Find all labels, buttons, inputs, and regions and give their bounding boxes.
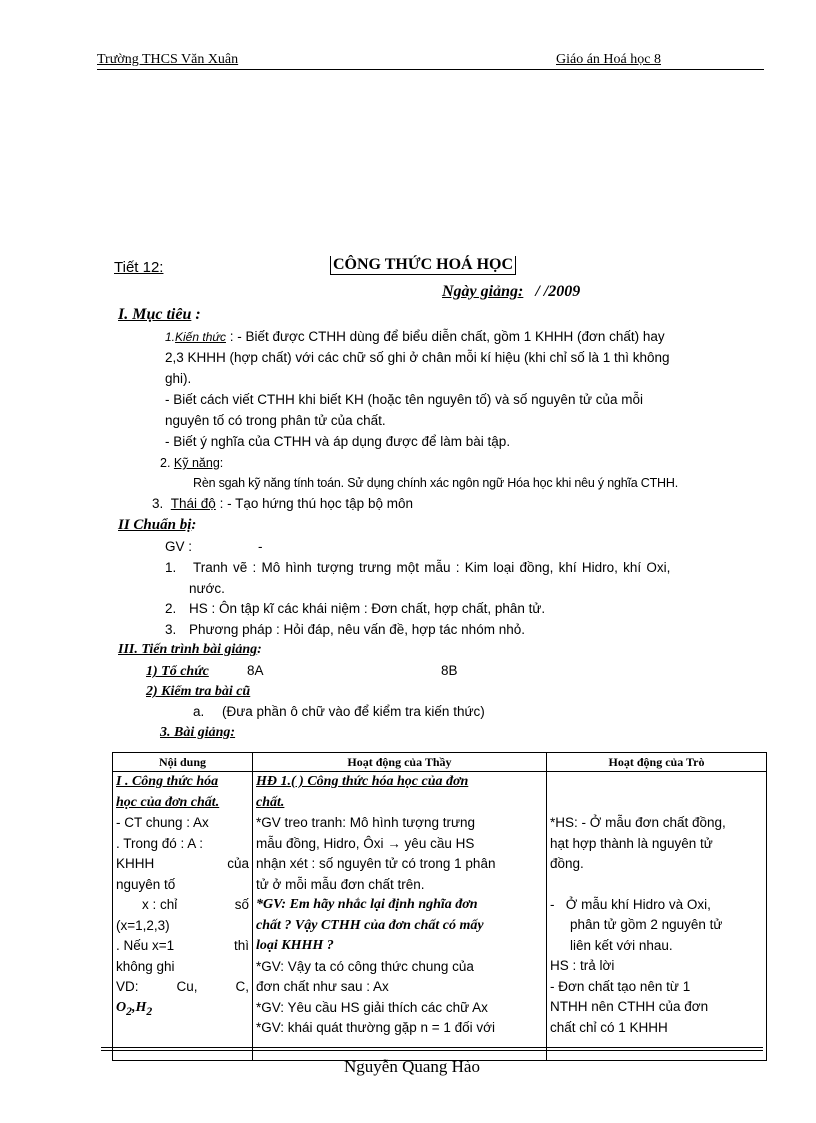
prep-item-3: Phương pháp : Hỏi đáp, nêu vấn đề, hợp tác nhóm nhỏ. [189,622,525,637]
student-line: đồng. [550,856,584,871]
student-line: liên kết với nhau. [570,937,673,953]
table-header-row [113,753,767,772]
knowledge-line-6: - Biết ý nghĩa của CTHH và áp dụng được để làm bài tập. [165,434,511,449]
knowledge-label: Kiến thức [175,330,226,344]
teacher-line: *GV treo tranh: Mô hình tượng trưng [256,815,476,830]
lesson-table [112,752,767,1061]
prep-item-2: HS : Ôn tập kĩ các khái niệm : Đơn chất, hợp chất, phân tử. [189,601,546,616]
date-label: Ngày giảng: [442,283,524,300]
prep-item-1: Tranh vẽ : Mô hình tượng trưng một mẫu : Kim loại đồng, khí Hidro, khí Oxi, [193,560,671,575]
attitude-line: 3. Thái độ : - Tạo hứng thú học tập bộ môn [152,496,413,511]
teacher-question: *GV: Em hãy nhắc lại định nghĩa đơn [256,897,478,912]
teacher-line: *GV: Vậy ta có công thức chung của [256,958,474,974]
review-label: 2) Kiểm tra bài cũ [146,684,251,699]
organization-label: 1) Tổ chức [146,664,209,679]
teacher-line: nhận xét : số nguyên tử có trong 1 phân [256,856,496,871]
lesson-title: CÔNG THỨC HOÁ HỌC [330,256,516,275]
student-line: hạt hợp thành là nguyên tử [550,835,713,851]
content-line: . Trong đó : A : [116,835,204,851]
student-line: phân tử gồm 2 nguyên tử [570,917,723,932]
teacher-title-2: chất. [256,794,285,810]
content-line: . Nếu x=1 thì [116,938,249,953]
lesson-date [442,283,580,301]
content-line: không ghi [116,958,175,974]
student-cell [547,772,767,1061]
school-name: Trường THCS Văn Xuân [97,52,239,67]
student-line: NTHH nên CTHH của đơn [550,999,709,1014]
gv-label: GV : [165,539,193,554]
student-line: chất chỉ có 1 KHHH [550,1019,668,1035]
content-line: nguyên tố [116,876,176,892]
teacher-line: tử ở mỗi mẫu đơn chất trên. [256,876,425,892]
knowledge-line-3: ghi). [165,371,192,386]
teacher-title-1: HĐ 1.( ) Công thức hóa học của đơn [256,774,469,789]
section-3-heading: III. Tiến trình bài giảng: [118,642,262,657]
skill-heading: 2. Kỹ năng: [160,456,224,470]
student-line: *HS: - Ở mẫu đơn chất đồng, [550,815,726,830]
header-content: Nội dung [113,753,253,772]
section-2-heading: II Chuẩn bị: [118,517,197,533]
knowledge-line-1: 1.Kiến thức : - Biết được CTHH dùng để biểu diễn chất, gồm 1 KHHH (đơn chất) hay [165,329,665,344]
section-1-heading: I. Mục tiêu : [118,306,201,323]
footer-rule-2 [101,1050,763,1051]
review-item: (Đưa phần ô chữ vào để kiểm tra kiến thức) [222,704,485,719]
table-row [113,772,767,1061]
content-line: - CT chung : Ax [116,815,209,830]
teacher-question: chất ? Vậy CTHH của đơn chất có mấy [256,917,484,933]
lesson-period: Tiết 12: [114,259,164,276]
subject-name: Giáo án Hoá học 8 [556,52,661,67]
prep-item-1-cont: nước. [189,581,225,596]
student-line: HS : trả lời [550,958,615,973]
teacher-cell [253,772,547,1061]
review-item-num: a. [193,704,205,719]
date-value: / /2009 [535,283,581,300]
content-line: x : chỉ số [142,897,249,912]
class-b: 8B [441,663,458,678]
teacher-line: *GV: khái quát thường gặp n = 1 đối với [256,1020,496,1035]
header-rule [97,69,764,70]
teacher-line: đơn chất như sau : Ax [256,979,389,994]
student-line: - Đơn chất tạo nên từ 1 [550,978,691,994]
content-formula: $O_2,H_2$ [116,999,153,1018]
content-title-2: học của đơn chất. [116,794,220,810]
header-student: Hoạt động của Trò [547,753,767,772]
knowledge-line-5: nguyên tố có trong phân tử của chất. [165,413,386,428]
knowledge-line-2: 2,3 KHHH (hợp chất) với các chữ số ghi ở chân mỗi kí hiệu (khi chỉ số là 1 thì không [165,350,670,365]
class-a: 8A [247,663,264,678]
knowledge-line-4: - Biết cách viết CTHH khi biết KH (hoặc tên nguyên tố) và số nguyên tử của mỗi [165,392,644,407]
footer-rule-1 [101,1047,763,1048]
prep-item-3-num: 3. [165,622,177,637]
gv-dash: - [258,539,263,554]
teacher-line: *GV: Yêu cầu HS giải thích các chữ Ax [256,999,488,1015]
lecture-label: 3. Bài giảng: [160,725,236,740]
skill-text: Rèn sgah kỹ năng tính toán. Sử dụng chính xác ngôn ngữ Hóa học khi nêu ý nghĩa CTHH. [193,476,678,490]
content-line: VD: Cu, C, [116,979,249,994]
content-line: (x=1,2,3) [116,917,170,933]
teacher-line: mẫu đồng, Hidro, Ôxi → yêu cầu HS [256,835,475,851]
content-cell [113,772,253,1061]
prep-item-1-num: 1. [165,560,177,575]
content-line: KHHH của [116,856,249,871]
header-teacher: Hoạt động của Thầy [253,753,547,772]
footer-author: Nguyễn Quang Hào [344,1057,480,1076]
prep-item-2-num: 2. [165,601,177,616]
content-title-1: I . Công thức hóa [116,774,219,789]
teacher-question: loại KHHH ? [256,938,334,953]
student-line: - Ở mẫu khí Hidro và Oxi, [550,896,711,912]
